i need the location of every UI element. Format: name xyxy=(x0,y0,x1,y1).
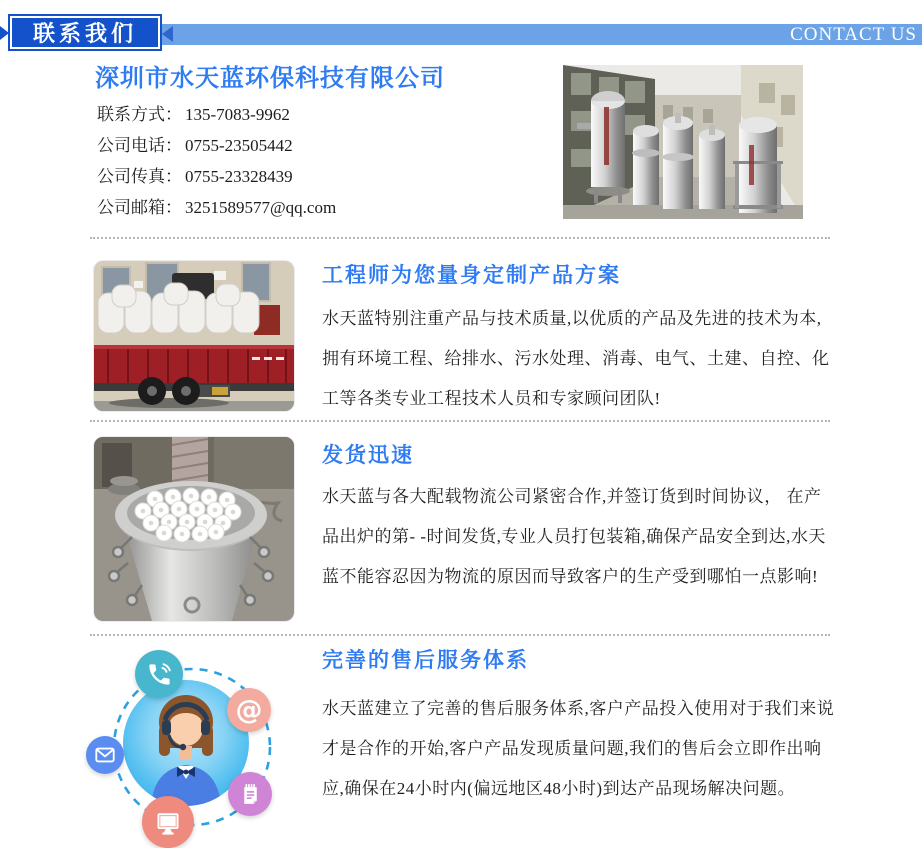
page-title: 联系我们 xyxy=(12,18,158,47)
section-body: 水天蓝建立了完善的售后服务体系,客户产品投入使用对于我们来说才是合作的开始,客户产品发现质量问题,我们的售后会立即作出响应,确保在24小时内(偏远地区48小时)到达产品现场解决问题。 xyxy=(322,699,835,798)
section-body: 水天蓝与各大配载物流公司紧密合作,并签订货到时间协议， 在产品出炉的第- -时间发货,专业人员打包装箱,确保产品安全到达,水天蓝不能容忍因为物流的原因而导致客户的生产受到哪怕一点影响! xyxy=(322,487,826,586)
contact-row-fax xyxy=(97,161,336,192)
truck-loaded-with-goods-photo xyxy=(93,260,295,412)
header-bar-arrow-icon xyxy=(162,26,173,42)
filter-vessel-with-cartridges-photo xyxy=(93,436,295,622)
contact-list xyxy=(97,99,336,223)
customer-service-illustration xyxy=(85,650,283,848)
section-body: 水天蓝特别注重产品与技术质量,以优质的产品及先进的技术为本,拥有环境工程、给排水、污水处理、消毒、电气、土建、自控、化工等各类专业工程技术人员和专家顾问团队! xyxy=(322,309,830,408)
contact-row-phone xyxy=(97,130,336,161)
dotted-separator xyxy=(90,237,830,239)
page-title-en: CONTACT US xyxy=(790,24,917,45)
company-name: 深圳市水天蓝环保科技有限公司 xyxy=(95,66,445,92)
contact-label: 公司电话： xyxy=(97,136,182,155)
section-title-box xyxy=(8,14,162,51)
contact-row-email xyxy=(97,192,336,223)
envelope-icon xyxy=(86,736,124,774)
contact-value: 135-7083-9962 xyxy=(185,105,290,124)
dotted-separator xyxy=(90,420,830,422)
contact-label: 公司传真： xyxy=(97,167,182,186)
contact-label: 公司邮箱： xyxy=(97,198,182,217)
stainless-steel-filter-housings-photo xyxy=(563,65,803,219)
section-heading: 发货迅速 xyxy=(322,443,414,467)
at-glyph: @ xyxy=(235,694,263,726)
contact-value: 0755-23328439 xyxy=(185,167,293,186)
contact-row-mobile xyxy=(97,99,336,130)
phone-icon xyxy=(135,650,183,698)
notepad-icon xyxy=(228,772,272,816)
contact-value: 0755-23505442 xyxy=(185,136,293,155)
at-icon xyxy=(227,688,271,732)
section-heading: 完善的售后服务体系 xyxy=(322,648,529,672)
monitor-icon xyxy=(142,796,194,848)
section-heading: 工程师为您量身定制产品方案 xyxy=(322,263,621,287)
contact-label: 联系方式： xyxy=(97,105,182,124)
contact-value: 3251589577@qq.com xyxy=(185,198,337,217)
dotted-separator xyxy=(90,634,830,636)
